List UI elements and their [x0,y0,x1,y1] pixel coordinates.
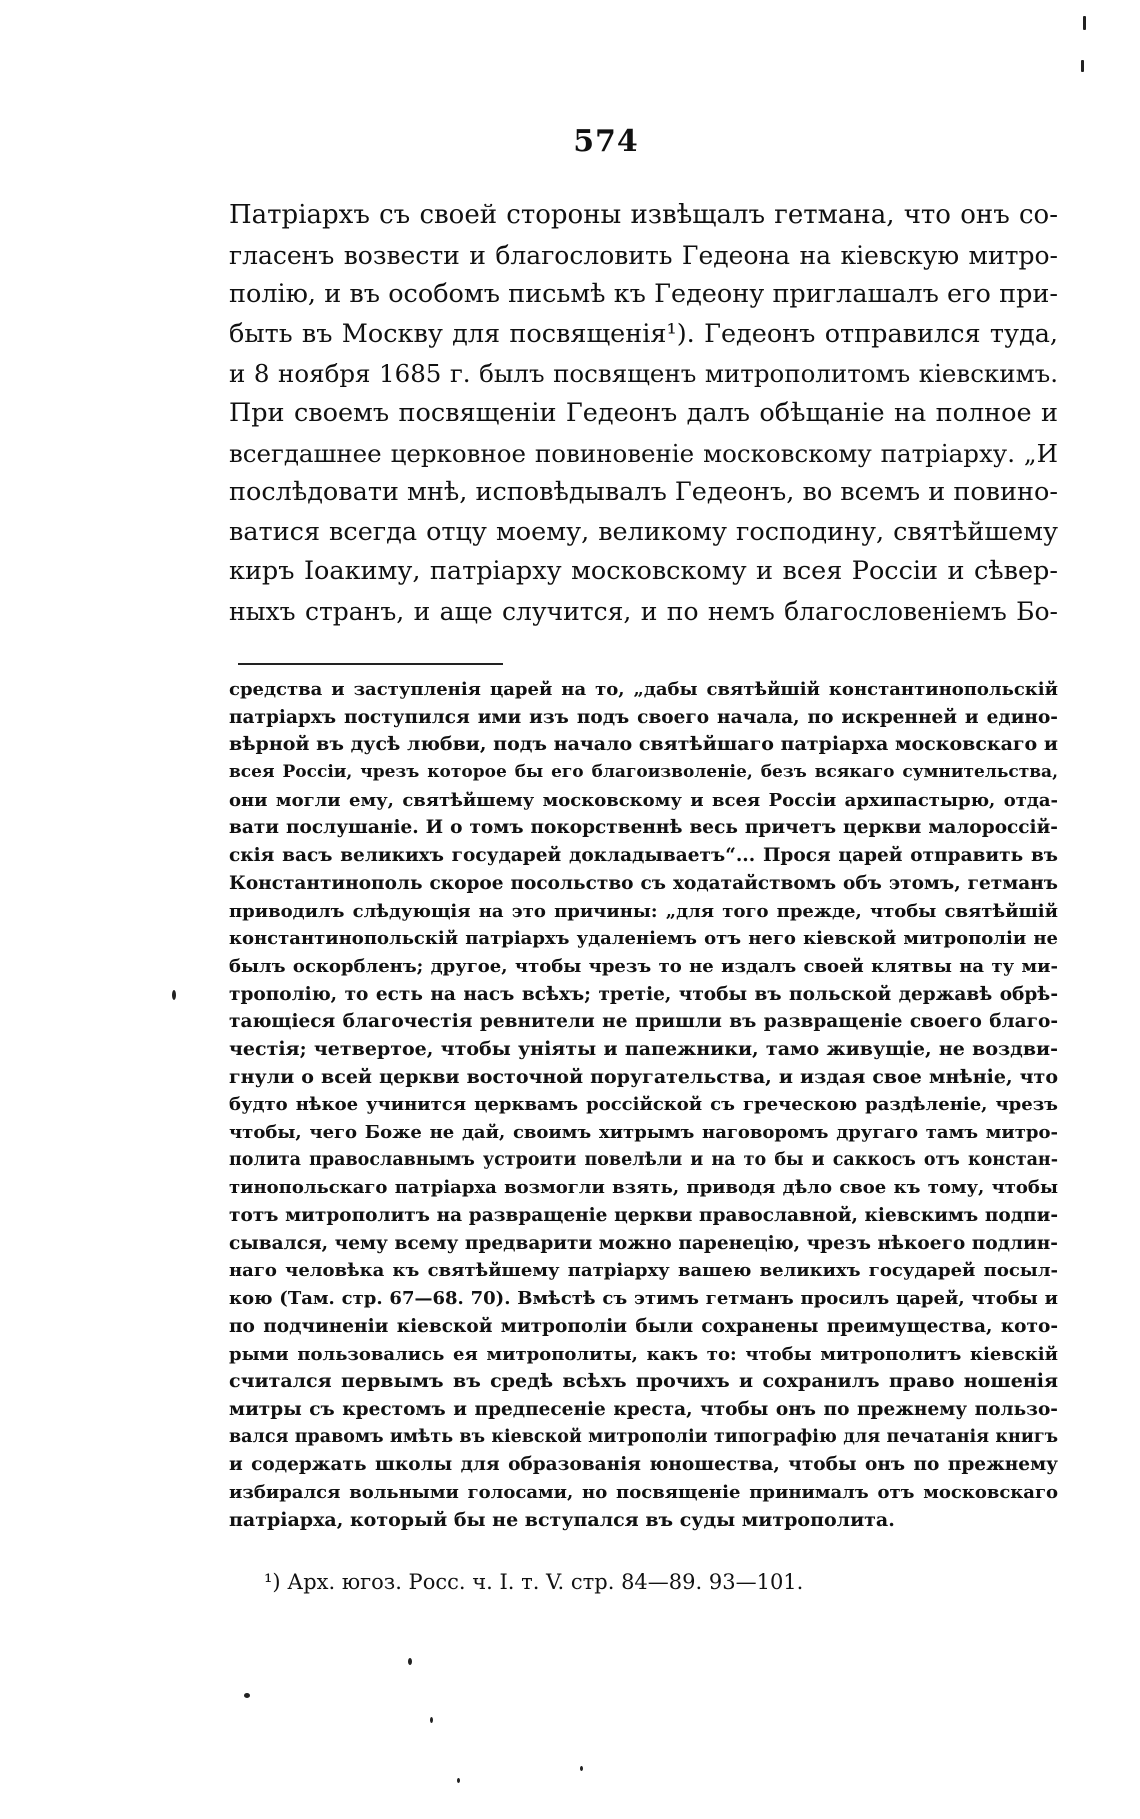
footnote-reference: ¹) Арх. югоз. Росс. ч. I. т. V. стр. 84—89. 93—101. [264,1570,804,1594]
footnote-line: и содержать школы для образованія юношества, чтобы онъ по прежнему [229,1454,1058,1476]
main-text-line: полію, и въ особомъ письмѣ къ Гедеону приглашалъ его при- [229,279,1058,310]
footnote-line: кою (Там. стр. 67—68. 70). Вмѣстѣ съ этимъ гетманъ просилъ царей, чтобы и [229,1288,1058,1310]
main-text-line: Патріархъ съ своей стороны извѣщалъ гетмана, что онъ со- [229,200,1058,230]
footnote-line: избирался вольными голосами, но посвященіе принималъ отъ московскаго [229,1481,1058,1503]
page-number-value: 574 [573,124,639,159]
footnote-line: вати послушаніе. И о томъ покорственнѣ весь причетъ церкви малороссій- [229,817,1058,839]
footnote-line: по подчиненіи кіевской митрополіи были сохранены преимущества, кото- [229,1315,1058,1337]
footnote-line: трополію, то есть на насъ всѣхъ; третіе, чтобы въ польской державѣ обрѣ- [229,983,1058,1005]
main-text-line: и 8 ноября 1685 г. былъ посвященъ митрополитомъ кіевскимъ. [229,359,1058,389]
footnote-line: патріарха, который бы не вступался въ суды митрополита. [229,1508,895,1531]
scan-speck [1081,60,1084,72]
scan-speck [457,1778,460,1783]
main-text-line: гласенъ возвести и благословить Гедеона на кіевскую митро- [229,240,1058,270]
page-number [0,124,1140,159]
footnote-line: рыми пользовались ея митрополиты, какъ то: чтобы митрополитъ кіевскій [229,1343,1058,1365]
main-text-line: ныхъ странъ, и аще случится, и по немъ благословеніемъ Бо- [229,596,1058,626]
footnote-line: былъ оскорбленъ; другое, чтобы чрезъ то не издалъ своей клятвы на ту ми- [229,955,1058,977]
scan-speck [430,1717,433,1723]
footnote-line: митры съ крестомъ и предпесеніе креста, чтобы онъ по прежнему пользо- [229,1398,1058,1420]
scan-speck [408,1658,412,1665]
scan-speck [1083,16,1086,30]
footnote-line: скія васъ великихъ государей докладываетъ“... Прося царей отправить въ [229,845,1058,867]
main-text-line: всегдашнее церковное повиновеніе московскому патріарху. „И [229,438,1058,468]
footnote-line: Константинополь скорое посольство съ ходатайствомъ объ этомъ, гетманъ [229,872,1058,894]
footnote-line: тинопольскаго патріарха возмогли взять, приводя дѣло свое къ тому, чтобы [229,1177,1058,1199]
footnote-line: полита православнымъ устроити повелѣли и на то бы и саккосъ отъ констан- [229,1149,1058,1170]
footnote-line: патріархъ поступился ими изъ подъ своего начала, по искренней и едино- [229,706,1058,728]
footnote-line: будто нѣкое учинится церквамъ россійской съ греческою раздѣленіе, чрезъ [229,1094,1058,1116]
main-text-line: ватися всегда отцу моему, великому господину, святѣйшему [229,516,1058,547]
footnote-line: честія; четвертое, чтобы уніяты и папежники, тамо живущіе, не воздви- [229,1037,1058,1060]
footnote-line: приводилъ слѣдующія на это причины: „для того прежде, чтобы святѣйшій [229,900,1058,922]
main-text-block [229,196,1058,632]
footnote-text-block [229,676,1058,1534]
footnote-line: они могли ему, святѣйшему московскому и всея Россіи архипастырю, отда- [229,789,1058,811]
footnote-line: константинопольскій патріархъ удаленіемъ отъ него кіевской митрополіи не [229,928,1058,950]
footnote-separator-rule [238,663,503,665]
footnote-line: считался первымъ въ средѣ всѣхъ прочихъ и сохранилъ право ношенія [229,1370,1058,1393]
footnote-line: сывался, чему всему предварити можно паренецію, чрезъ нѣкоего подлин- [229,1232,1058,1254]
footnote-line: тотъ митрополитъ на развращеніе церкви православной, кіевскимъ подпи- [229,1205,1058,1227]
footnote-line: вался правомъ имѣть въ кіевской митрополіи типографію для печатанія книгъ [229,1426,1058,1447]
footnote-line: средства и заступленія царей на то, „дабы святѣйшій константинопольскій [229,679,1058,700]
scan-speck [580,1766,583,1771]
main-text-line: киръ Іоакиму, патріарху московскому и всея Россіи и сѣвер- [229,556,1058,587]
main-text-line: послѣдовати мнѣ, исповѣдывалъ Гедеонъ, во всемъ и повино- [229,477,1058,508]
footnote-line: наго человѣка къ святѣйшему патріарху вашею великихъ государей посыл- [229,1260,1058,1282]
footnote-line: гнули о всей церкви восточной поругательства, и издая свое мнѣніе, что [229,1065,1058,1088]
footnote-line: вѣрной въ дусѣ любви, подъ начало святѣйшаго патріарха московскаго и [229,733,1058,756]
footnote-line: тающіеся благочестія ревнители не пришли въ развращеніе своего благо- [229,1011,1058,1033]
scan-speck [244,1693,250,1698]
main-text-line: При своемъ посвященіи Гедеонъ далъ обѣщаніе на полное и [229,397,1058,428]
footnote-line: всея Россіи, чрезъ которое бы его благоизволеніе, безъ всякаго сумнительства, [229,762,1058,783]
main-text-line: быть въ Москву для посвященія¹). Гедеонъ отправился туда, [229,318,1058,349]
footnote-line: чтобы, чего Боже не дай, своимъ хитрымъ наговоромъ другаго тамъ митро- [229,1122,1058,1143]
scan-speck [172,990,176,1000]
